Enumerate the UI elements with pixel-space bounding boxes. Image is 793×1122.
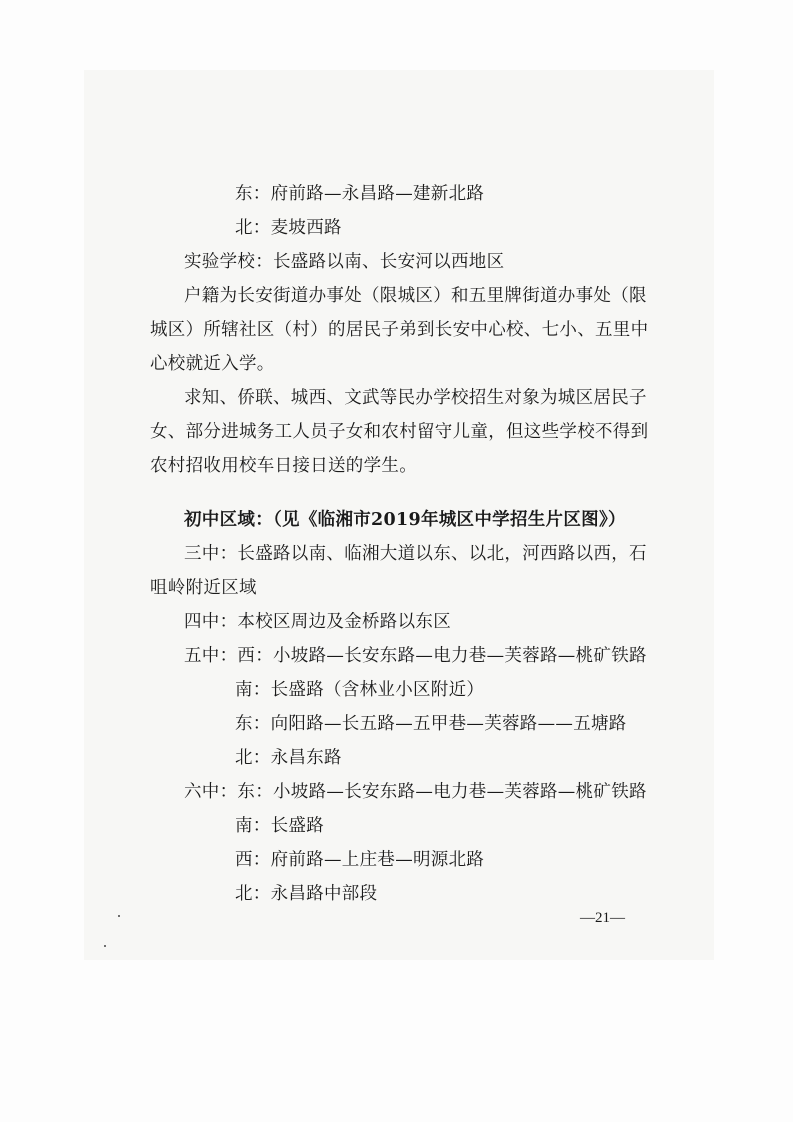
text-line: 女、部分进城务工人员子女和农村留守儿童，但这些学校不得到 xyxy=(150,422,649,442)
text-line: 农村招收用校车日接日送的学生。 xyxy=(150,456,417,476)
text-line: 东：向阳路—长五路—五甲巷—芙蓉路——五塘路 xyxy=(235,714,627,734)
text-line: 咀岭附近区域 xyxy=(150,578,257,598)
text-line: 西：府前路—上庄巷—明源北路 xyxy=(235,850,485,870)
text-line: 心校就近入学。 xyxy=(150,354,275,374)
scan-speck xyxy=(118,915,120,917)
text-line: 户籍为长安街道办事处（限城区）和五里牌街道办事处（限 xyxy=(184,286,647,306)
text-line: 六中：东：小坡路—长安东路—电力巷—芙蓉路—桃矿铁路 xyxy=(184,782,647,802)
text-line: 南：长盛路 xyxy=(235,816,324,836)
text-line: 实验学校：长盛路以南、长安河以西地区 xyxy=(184,252,505,272)
page-number: —21— xyxy=(580,910,625,926)
text-line: 四中：本校区周边及金桥路以东区 xyxy=(184,612,451,632)
section-heading: 初中区域：（见《临湘市2019年城区中学招生片区图》） xyxy=(184,510,626,530)
text-line: 北：永昌路中部段 xyxy=(235,884,378,904)
text-line: 南：长盛路（含林业小区附近） xyxy=(235,680,485,700)
text-line: 五中：西：小坡路—长安东路—电力巷—芙蓉路—桃矿铁路 xyxy=(184,646,647,666)
text-line: 三中：长盛路以南、临湘大道以东、以北，河西路以西，石 xyxy=(184,544,647,564)
text-line: 城区）所辖社区（村）的居民子弟到长安中心校、七小、五里中 xyxy=(150,320,649,340)
scan-speck xyxy=(104,945,106,947)
text-line: 求知、侨联、城西、文武等民办学校招生对象为城区居民子 xyxy=(184,388,647,408)
text-line: 北：永昌东路 xyxy=(235,748,342,768)
text-line: 北：麦坡西路 xyxy=(235,218,342,238)
text-line: 东：府前路—永昌路—建新北路 xyxy=(235,184,485,204)
